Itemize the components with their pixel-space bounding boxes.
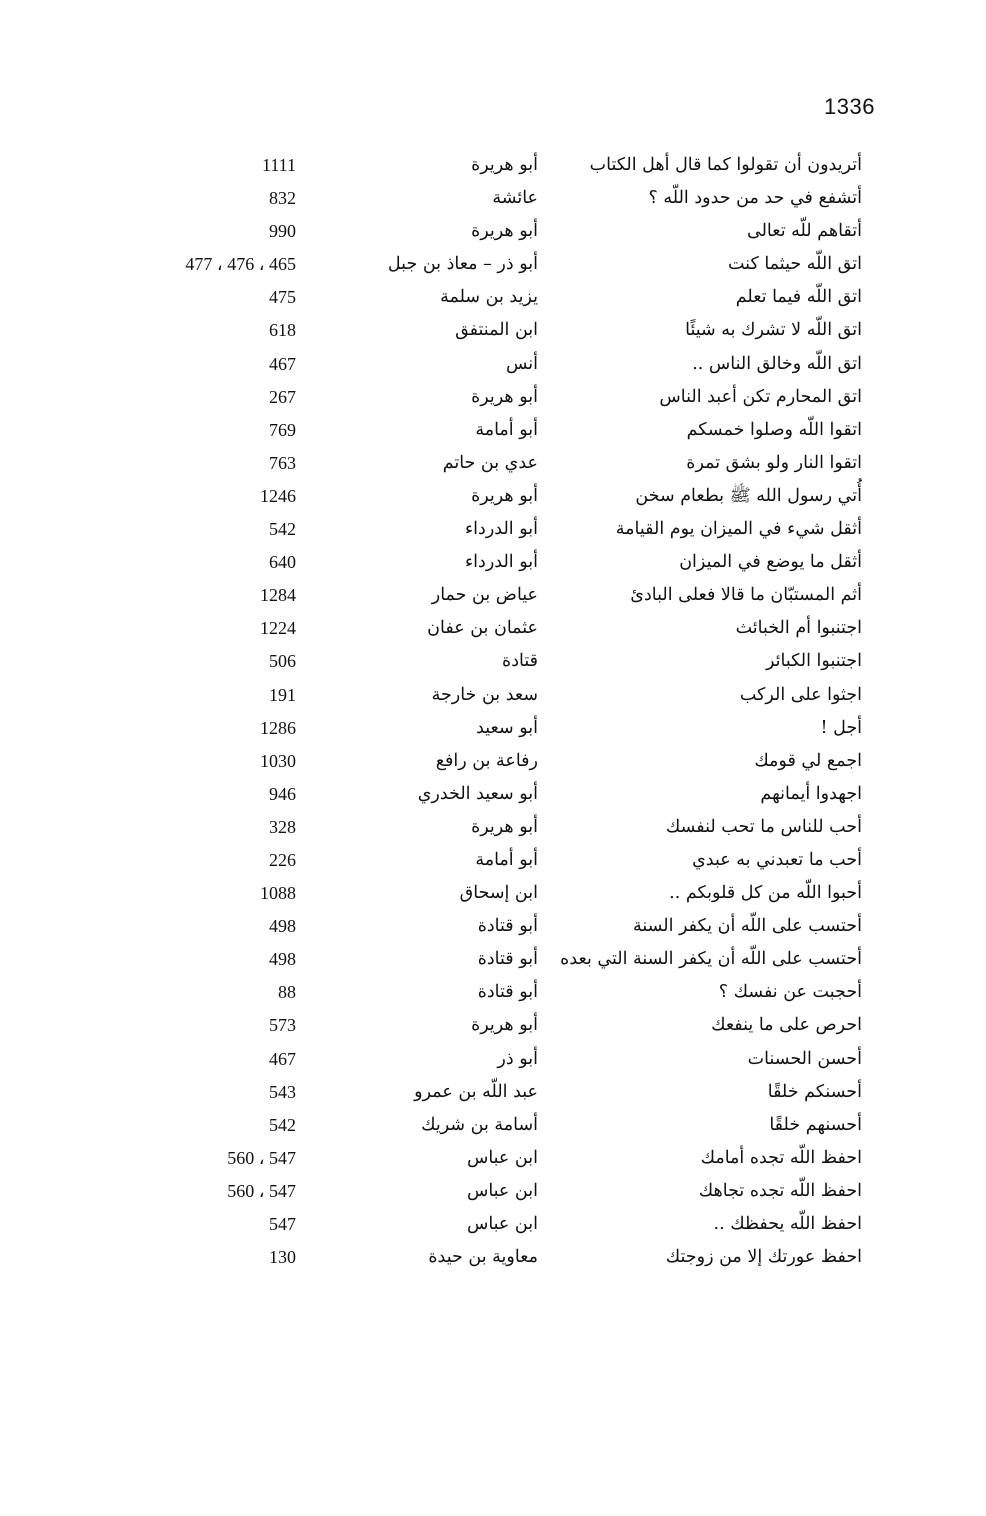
page-references: 547: [269, 1214, 296, 1234]
index-row: [0, 679, 986, 712]
page-references: 1246: [260, 485, 296, 506]
page-references: 542: [269, 519, 296, 540]
narrator-name: ابن عباس: [466, 1147, 538, 1168]
narrator-name: ابن إسحاق: [459, 883, 538, 904]
hadith-text: أحب ما تعبدني به عبدي: [692, 849, 862, 870]
page-references: 328: [269, 816, 296, 837]
page-references: 618: [269, 320, 296, 341]
page-references: 542: [269, 1114, 296, 1135]
hadith-text: اجتنبوا أم الخبائث: [735, 618, 862, 639]
hadith-text: اجثوا على الركب: [739, 684, 862, 705]
narrator-name: رفاعة بن رافع: [435, 750, 538, 771]
index-row: [0, 745, 986, 778]
narrator-name: ابن عباس: [466, 1180, 538, 1201]
hadith-text: اتق المحارم تكن أعبد الناس: [659, 386, 862, 407]
narrator-name: عدي بن حاتم: [442, 452, 538, 473]
narrator-name: أبو قتادة: [477, 916, 538, 937]
narrator-name: أبو هريرة: [471, 155, 538, 175]
hadith-text: احفظ اللّه تجده أمامك: [700, 1147, 862, 1168]
index-row: [0, 645, 986, 678]
index-row: [0, 248, 986, 281]
page-references: 543: [269, 1081, 296, 1102]
hadith-text: احفظ عورتك إلا من زوجتك: [665, 1247, 862, 1268]
narrator-name: معاوية بن حيدة: [428, 1247, 538, 1268]
index-row: [0, 215, 986, 248]
index-row: [0, 1241, 986, 1274]
hadith-text: اتق اللّه وخالق الناس ..: [692, 353, 862, 374]
page-references: 88: [278, 982, 296, 1003]
index-row: [0, 182, 986, 215]
page-references: 1224: [260, 618, 296, 639]
index-row: [0, 314, 986, 347]
page-references: 573: [269, 1015, 296, 1036]
hadith-text: اتق اللّه لا تشرك به شيئًا: [685, 320, 862, 341]
index-row: [0, 513, 986, 546]
narrator-name: أبو سعيد: [476, 717, 538, 738]
narrator-name: أبو ذر – معاذ بن جبل: [387, 254, 538, 275]
page-references: 226: [269, 849, 296, 870]
hadith-text: أحسنكم خلقًا: [767, 1081, 862, 1102]
hadith-text: اجتنبوا الكبائر: [766, 651, 862, 672]
index-row: [0, 1175, 986, 1208]
hadith-text: أجل !: [820, 717, 862, 738]
index-row: [0, 381, 986, 414]
index-row: [0, 1009, 986, 1042]
page-references: 1111: [262, 155, 296, 175]
index-row: [0, 612, 986, 645]
hadith-text: اتقوا النار ولو بشق تمرة: [686, 452, 862, 473]
hadith-text: أحسن الحسنات: [747, 1048, 862, 1069]
page-references: 130: [269, 1247, 296, 1268]
narrator-name: أبو الدرداء: [464, 519, 538, 540]
hadith-text: أتريدون أن تقولوا كما قال أهل الكتاب: [589, 155, 862, 175]
index-row: [0, 712, 986, 745]
narrator-name: عثمان بن عفان: [427, 618, 538, 639]
hadith-text: احرص على ما ينفعك: [711, 1015, 862, 1036]
index-row: [0, 778, 986, 811]
index-row: [0, 447, 986, 480]
page-references: 267: [269, 386, 296, 407]
index-row: [0, 1109, 986, 1142]
page-references: 475: [269, 287, 296, 308]
page-references: 832: [269, 188, 296, 209]
narrator-name: أبو الدرداء: [464, 552, 538, 573]
hadith-text: أثقل ما يوضع في الميزان: [679, 552, 862, 573]
index-row: [0, 1043, 986, 1076]
page-references: 467: [269, 353, 296, 374]
hadith-text: أحبوا اللّه من كل قلوبكم ..: [669, 883, 862, 904]
hadith-index-table: [0, 149, 986, 1274]
index-row: [0, 844, 986, 877]
page-number: 1336: [824, 94, 875, 119]
narrator-name: أسامة بن شريك: [421, 1114, 538, 1135]
index-row: [0, 281, 986, 314]
index-row: [0, 414, 986, 447]
page-references: 498: [269, 949, 296, 970]
page-references: 467: [269, 1048, 296, 1069]
page-references: 547 ، 560: [227, 1147, 296, 1168]
page-references: 465 ، 476 ، 477: [185, 254, 296, 275]
page-references: 1286: [260, 717, 296, 738]
hadith-text: أثم المستبّان ما قالا فعلى البادئ: [630, 585, 862, 606]
page-references: 1088: [260, 883, 296, 904]
page-references: 191: [269, 684, 296, 705]
narrator-name: أبو قتادة: [477, 949, 538, 970]
hadith-text: احفظ اللّه يحفظك ..: [713, 1214, 862, 1234]
narrator-name: أنس: [505, 353, 538, 374]
narrator-name: عائشة: [492, 188, 538, 209]
narrator-name: يزيد بن سلمة: [440, 287, 538, 308]
index-row: [0, 480, 986, 513]
page-references: 640: [269, 552, 296, 573]
narrator-name: أبو هريرة: [471, 485, 538, 506]
hadith-text: اتق اللّه فيما تعلم: [735, 287, 862, 308]
hadith-text: اجهدوا أيمانهم: [760, 783, 862, 804]
hadith-text: أحجبت عن نفسك ؟: [718, 982, 862, 1003]
index-row: [0, 811, 986, 844]
narrator-name: عبد اللّه بن عمرو: [414, 1081, 538, 1102]
page-references: 990: [269, 221, 296, 242]
hadith-text: أحتسب على اللّه أن يكفر السنة: [633, 916, 862, 937]
hadith-text: أحب للناس ما تحب لنفسك: [665, 816, 862, 837]
hadith-text: اجمع لي قومك: [754, 750, 862, 771]
index-row: [0, 1142, 986, 1175]
page-references: 1030: [260, 750, 296, 771]
narrator-name: ابن عباس: [466, 1214, 538, 1234]
index-row: [0, 976, 986, 1009]
page-references: 498: [269, 916, 296, 937]
page-references: 769: [269, 419, 296, 440]
narrator-name: أبو قتادة: [477, 982, 538, 1003]
narrator-name: أبو هريرة: [471, 221, 538, 242]
narrator-name: أبو هريرة: [471, 386, 538, 407]
hadith-text: أُتي رسول الله ﷺ بطعام سخن: [635, 485, 862, 506]
page-references: 1284: [260, 585, 296, 606]
hadith-text: اتقوا اللّه وصلوا خمسكم: [686, 419, 862, 440]
index-row: [0, 348, 986, 381]
narrator-name: أبو سعيد الخدري: [417, 783, 538, 804]
hadith-text: أتشفع في حد من حدود اللّه ؟: [648, 188, 862, 209]
hadith-text: أتقاهم للّه تعالى: [747, 221, 862, 242]
index-row: [0, 943, 986, 976]
narrator-name: قتادة: [502, 651, 538, 672]
hadith-text: أحتسب على اللّه أن يكفر السنة التي بعده: [560, 949, 862, 970]
narrator-name: أبو أمامة: [475, 849, 538, 870]
narrator-name: سعد بن خارجة: [431, 684, 538, 705]
hadith-text: أثقل شيء في الميزان يوم القيامة: [615, 519, 862, 540]
narrator-name: أبو هريرة: [471, 816, 538, 837]
index-row: [0, 910, 986, 943]
index-row: [0, 579, 986, 612]
narrator-name: أبو هريرة: [471, 1015, 538, 1036]
hadith-text: أحسنهم خلقًا: [769, 1114, 862, 1135]
page-references: 946: [269, 783, 296, 804]
index-row: [0, 1208, 986, 1241]
narrator-name: أبو ذر: [497, 1048, 538, 1069]
page-references: 763: [269, 452, 296, 473]
hadith-text: احفظ اللّه تجده تجاهك: [698, 1180, 862, 1201]
narrator-name: ابن المنتفق: [455, 320, 538, 341]
index-row: [0, 546, 986, 579]
narrator-name: عياض بن حمار: [431, 585, 538, 606]
hadith-text: اتق اللّه حيثما كنت: [727, 254, 862, 275]
index-row: [0, 1076, 986, 1109]
page-references: 506: [269, 651, 296, 672]
narrator-name: أبو أمامة: [475, 419, 538, 440]
index-row: [0, 149, 986, 182]
index-row: [0, 877, 986, 910]
page-references: 547 ، 560: [227, 1180, 296, 1201]
